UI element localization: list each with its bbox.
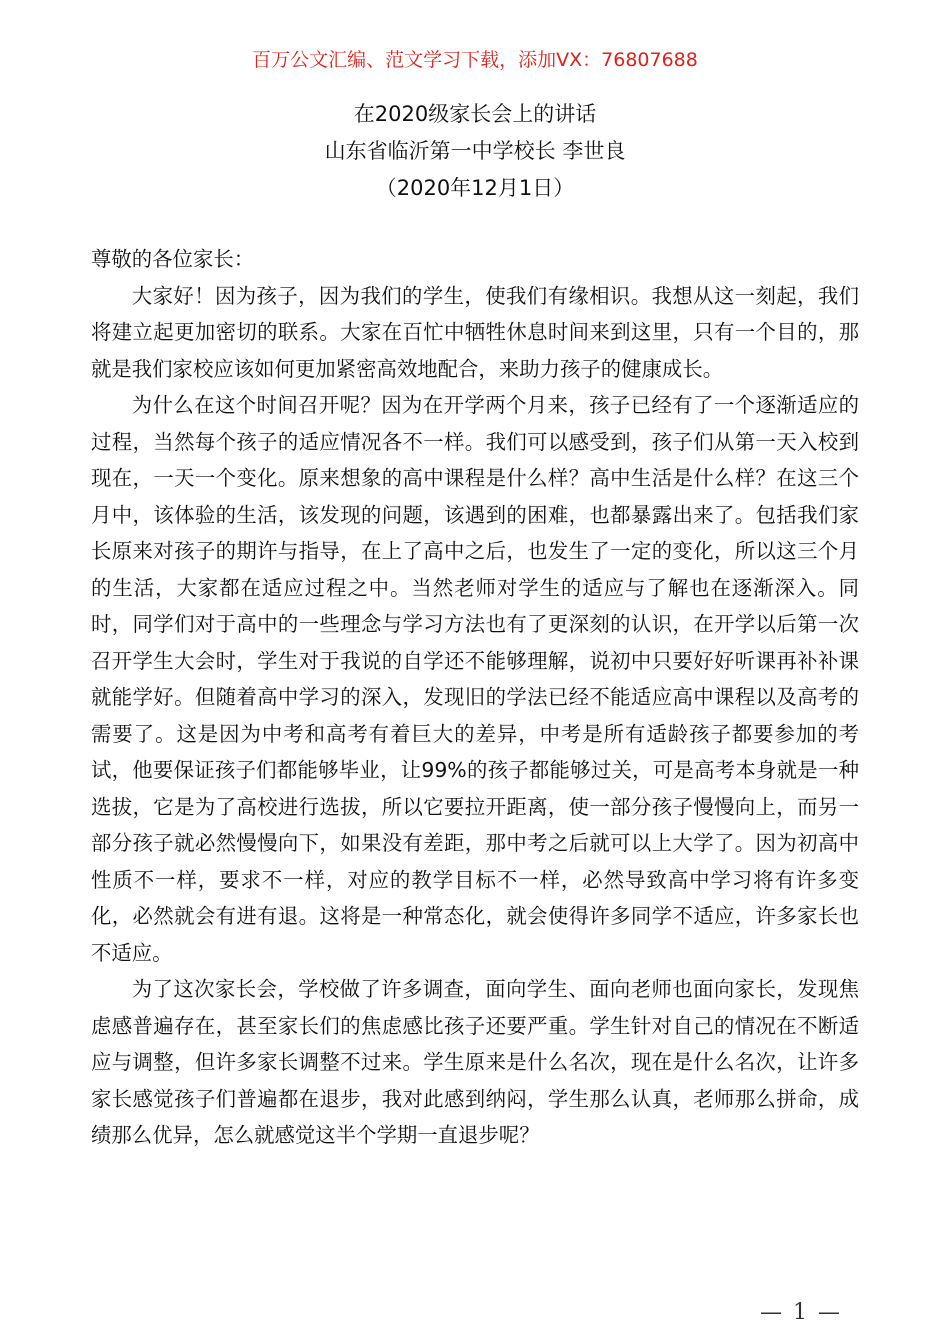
page-number: — 1 —: [760, 1300, 842, 1325]
paragraph: 为什么在这个时间召开呢？因为在开学两个月来，孩子已经有了一个逐渐适应的过程，当然每个孩子的适应情况各不一样。我们可以感受到，孩子们从第一天入校到现在，一天一个变化。原来想象的高中课程是什么样？高中生活是什么样？在这三个月中，该体验的生活，该发现的问题，该遇到的困难，也都暴露出来了。包括我们家长原来对孩子的期许与指导，在上了高中之后，也发生了一定的变化，所以这三个月的生活，大家都在适应过程之中。当然老师对学生的适应与了解也在逐渐深入。同时，同学们对于高中的一些理念与学习方法也有了更深刻的认识，在开学以后第一次召开学生大会时，学生对于我说的自学还不能够理解，说初中只要好好听课再补补课就能学好。但随着高中学习的深入，发现旧的学法已经不能适应高中课程以及高考的需要了。这是因为中考和高考有着巨大的差异，中考是所有适龄孩子都要参加的考试，他要保证孩子们都能够毕业，让99%的孩子都能够过关，可是高考本身就是一种选拔，它是为了高校进行选拔，所以它要拉开距离，使一部分孩子慢慢向上，而另一部分孩子就必然慢慢向下，如果没有差距，那中考之后就可以上大学了。因为初高中性质不一样，要求不一样，对应的教学目标不一样，必然导致高中学习将有许多变化，必然就会有进有退。这将是一种常态化，就会使得许多同学不适应，许多家长也不适应。: [91, 393, 859, 965]
document-title-block: [0, 96, 950, 207]
document-body: [91, 241, 859, 1154]
paragraph: 为了这次家长会，学校做了许多调查，面向学生、面向老师也面向家长，发现焦虑感普遍存在，甚至家长们的焦虑感比孩子还要严重。学生针对自己的情况在不断适应与调整，但许多家长调整不过来。学生原来是什么名次，现在是什么名次，让许多家长感觉孩子们普遍都在退步，我对此感到纳闷，学生那么认真，老师那么拼命，成绩那么优异，怎么就感觉这半个学期一直退步呢？: [91, 977, 859, 1147]
header-banner: 百万公文汇编、范文学习下载，添加VX：76807688: [252, 49, 698, 71]
paragraph: 大家好！因为孩子，因为我们的学生，使我们有缘相识。我想从这一刻起，我们将建立起更加密切的联系。大家在百忙中牺牲休息时间来到这里，只有一个目的，那就是我们家校应该如何更加紧密高效地配合，来助力孩子的健康成长。: [91, 283, 859, 381]
document-author: 山东省临沂第一中学校长 李世良: [324, 139, 626, 163]
document-date: （2020年12月1日）: [375, 176, 575, 200]
salutation: 尊敬的各位家长：: [91, 247, 255, 271]
document-title: 在2020级家长会上的讲话: [353, 102, 597, 126]
